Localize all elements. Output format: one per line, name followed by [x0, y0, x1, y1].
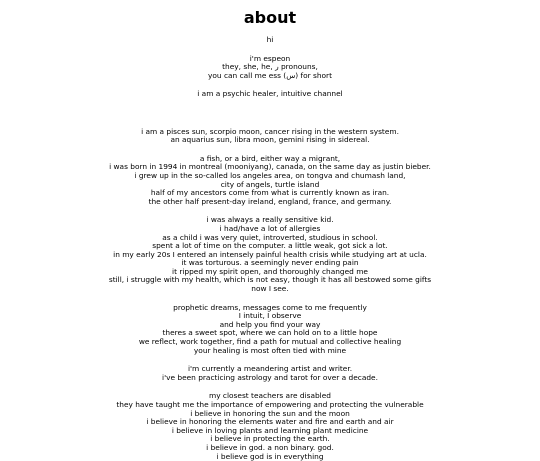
text-line: i believe in honoring the elements water and fire and earth and air — [146, 417, 394, 427]
text-line: it was torturous. a seemingly never ending pain — [181, 258, 359, 268]
text-line: still, i struggle with my health, which is not easy, though it has all bestowed some gifts — [108, 275, 432, 285]
text-line: i believe in protecting the earth. — [210, 434, 330, 444]
paragraph — [0, 128, 540, 145]
text-line: now I see. — [251, 284, 289, 294]
text-line: i believe in god. a non binary. god. — [206, 442, 334, 452]
text-line: an aquarius sun, libra moon, gemini rising in sidereal. — [170, 135, 370, 145]
text-line: i've been practicing astrology and tarot for over a decade. — [162, 372, 378, 382]
text-line: I intuit, I observe — [238, 311, 302, 321]
text-line — [0, 109, 540, 118]
text-line: city of angels, turtle island — [220, 179, 320, 189]
text-line: i believe in loving plants and learning plant medicine — [171, 425, 369, 435]
text-line: in my early 20s I entered an intensely painful health crisis while studying art at ucla. — [113, 249, 427, 259]
text-line: i am a pisces sun, scorpio moon, cancer rising in the western system. — [141, 126, 399, 136]
paragraph — [0, 216, 540, 293]
paragraph — [0, 155, 540, 207]
text-line: the other half present-day ireland, england, france, and germany. — [148, 196, 392, 206]
text-line: we reflect, work together, find a path for mutual and collective healing — [138, 337, 402, 347]
text-line: as a child i was very quiet, introverted, studious in school. — [162, 232, 378, 242]
text-line: spent a lot of time on the computer. a little weak, got sick a lot. — [152, 241, 388, 251]
text-line: i believe in honoring the sun and the moon — [190, 408, 350, 418]
text-line: hi — [266, 35, 274, 44]
text-line: i am a psychic healer, intuitive channel — [197, 89, 343, 99]
text-line: a fish, or a bird, either way a migrant, — [199, 153, 341, 163]
text-line: i was born in 1994 in montreal (mooniyang), canada, on the same day as justin bieber. — [109, 162, 431, 172]
text-line: i was always a really sensitive kid. — [206, 215, 334, 225]
text-line: my closest teachers are disabled — [209, 391, 331, 401]
text-line: and help you find your way — [219, 319, 321, 329]
text-line: i'm espeon — [249, 53, 291, 63]
text-line: you can call me ess (س) for short — [208, 70, 332, 80]
paragraph — [0, 55, 540, 81]
text-line: i'm currently a meandering artist and writer. — [187, 364, 353, 374]
paragraph — [0, 109, 540, 118]
paragraph — [0, 90, 540, 99]
about-content — [0, 36, 540, 461]
text-line: they, she, he, ر pronouns, — [222, 62, 318, 72]
paragraph — [0, 392, 540, 461]
paragraph — [0, 36, 540, 45]
text-line: i had/have a lot of allergies — [219, 223, 321, 233]
text-line: half of my ancestors come from what is currently known as iran. — [150, 188, 390, 198]
page-title: about — [243, 8, 297, 27]
text-line: i believe god is in everything — [216, 451, 324, 461]
text-line: they have taught me the importance of empowering and protecting the vulnerable — [116, 400, 424, 409]
paragraph — [0, 365, 540, 382]
text-line: it ripped my spirit open, and thoroughly changed me — [172, 266, 368, 276]
text-line: prophetic dreams, messages come to me frequently — [173, 302, 367, 312]
text-line: i grew up in the so-called los angeles area, on tongva and chumash land, — [134, 170, 406, 180]
text-line: your healing is most often tied with mine — [193, 345, 347, 355]
text-line: theres a sweet spot, where we can hold on to a little hope — [162, 328, 378, 338]
paragraph — [0, 304, 540, 356]
